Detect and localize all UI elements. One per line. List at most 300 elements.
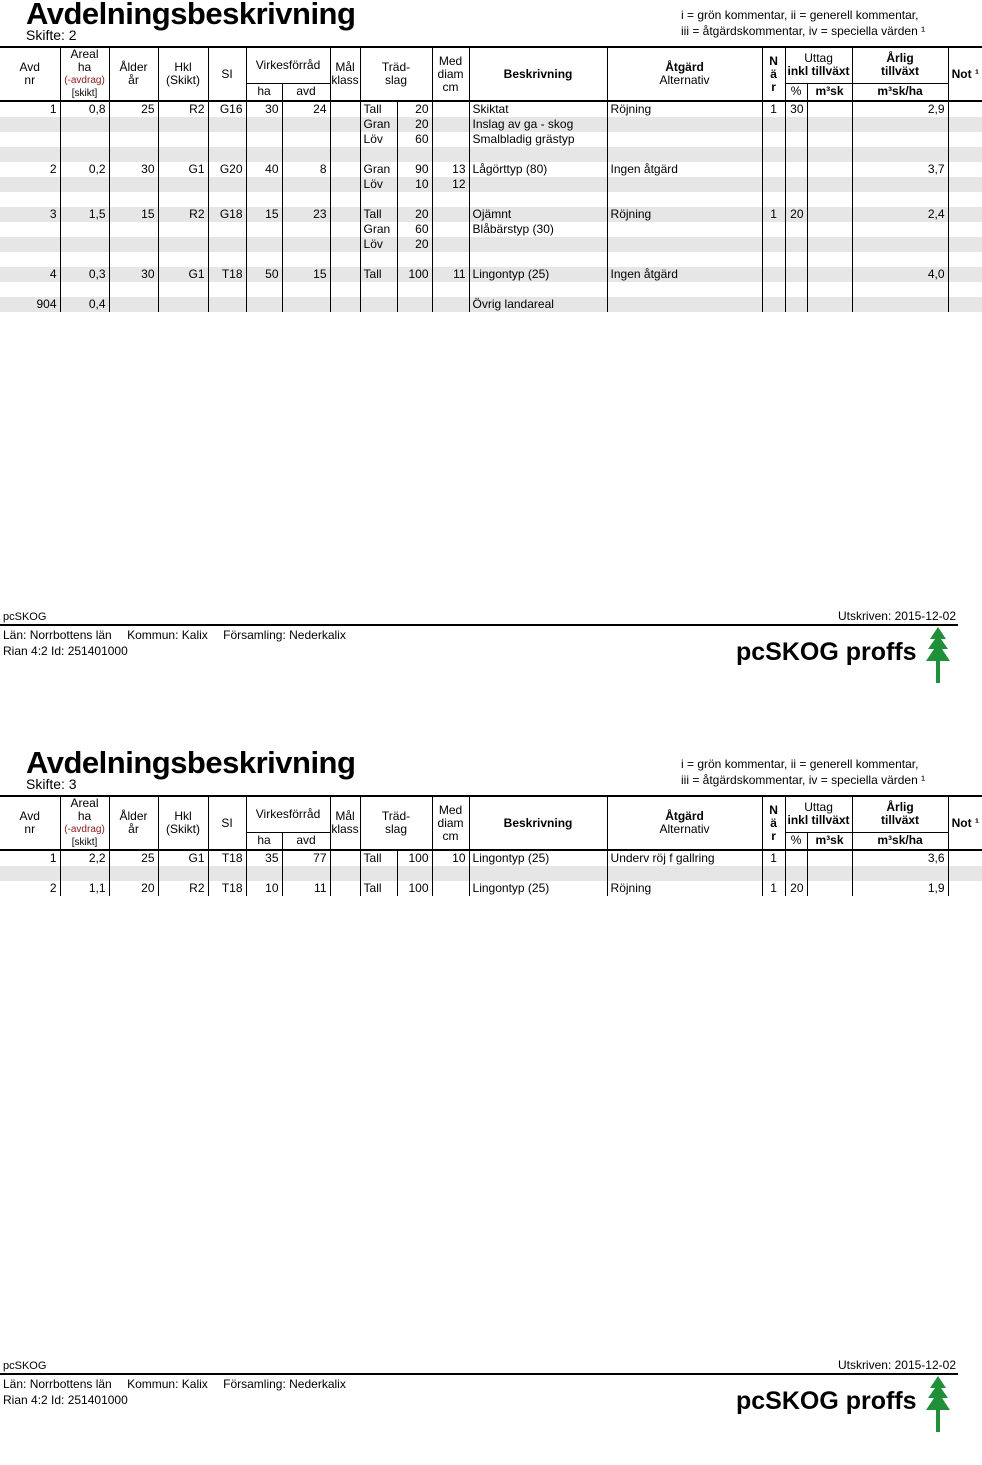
cell-hkl: G1: [158, 267, 208, 282]
cell-alder: [109, 282, 158, 297]
cell-atgard: [607, 132, 762, 147]
cell-diam: [432, 207, 469, 222]
cell-mal: [330, 237, 360, 252]
footer-fastighet: Rian 4:2 Id: 251401000: [3, 1393, 128, 1407]
cell-not: [948, 162, 982, 177]
cell-diam: 11: [432, 267, 469, 282]
cell-arlig: 4,0: [852, 267, 948, 282]
cell-diam: 10: [432, 850, 469, 866]
cell-mal: [330, 177, 360, 192]
cell-alder: 30: [109, 267, 158, 282]
cell-mal: [330, 117, 360, 132]
cell-vf-avd: [282, 252, 330, 267]
col-avd: Avd nr: [0, 47, 60, 101]
cell-n: [762, 282, 785, 297]
footer-fastighet: Rian 4:2 Id: 251401000: [3, 644, 128, 658]
cell-m3: [807, 162, 852, 177]
cell-avd: 4: [0, 267, 60, 282]
cell-areal: 2,2: [60, 850, 109, 866]
cell-si: T18: [208, 267, 246, 282]
cell-n: [762, 117, 785, 132]
cell-areal: [60, 282, 109, 297]
cell-atgard: Ingen åtgärd: [607, 267, 762, 282]
cell-vf-avd: [282, 192, 330, 207]
cell-vf-avd: 77: [282, 850, 330, 866]
col-arlig-m3skha: m³sk/ha: [852, 83, 948, 101]
col-diam: Med diam cm: [432, 796, 469, 850]
col-arlig: Årlig tillväxt: [852, 796, 948, 832]
cell-m3: [807, 101, 852, 117]
report-page-skifte-3: [0, 745, 979, 1465]
cell-beskr: Lågörttyp (80): [469, 162, 607, 177]
col-alder: Ålder år: [109, 47, 158, 101]
cell-m3: [807, 237, 852, 252]
footer-printed-date: Utskriven: 2015-12-02: [837, 1358, 956, 1372]
comment-legend: [681, 756, 925, 788]
cell-areal: [60, 866, 109, 881]
cell-andel: 20: [397, 117, 432, 132]
footer-location: [3, 1377, 346, 1391]
cell-trad: Tall: [360, 267, 397, 282]
cell-n: [762, 222, 785, 237]
cell-n: 1: [762, 101, 785, 117]
cell-si: [208, 237, 246, 252]
cell-andel: [397, 282, 432, 297]
cell-n: [762, 252, 785, 267]
cell-vf-avd: [282, 147, 330, 162]
cell-beskr: Blåbärstyp (30): [469, 222, 607, 237]
cell-diam: [432, 147, 469, 162]
col-not: Not ¹: [951, 815, 979, 830]
cell-vf-avd: [282, 237, 330, 252]
cell-alder: [109, 177, 158, 192]
cell-not: [948, 222, 982, 237]
cell-beskr: Övrig landareal: [469, 297, 607, 312]
table-body: [0, 101, 982, 312]
cell-alder: 15: [109, 207, 158, 222]
cell-arlig: [852, 192, 948, 207]
col-beskrivning: Beskrivning: [469, 796, 607, 850]
cell-uttag: [785, 162, 807, 177]
cell-uttag: [785, 192, 807, 207]
cell-mal: [330, 850, 360, 866]
cell-not: [948, 132, 982, 147]
cell-beskr: Skiktat: [469, 101, 607, 117]
cell-hkl: [158, 252, 208, 267]
cell-arlig: [852, 866, 948, 881]
tree-logo-icon: [926, 627, 950, 683]
cell-alder: [109, 132, 158, 147]
table-row: [0, 222, 982, 237]
cell-andel: [397, 297, 432, 312]
skifte-label: Skifte: 3: [26, 776, 77, 792]
cell-andel: 20: [397, 237, 432, 252]
cell-hkl: [158, 147, 208, 162]
cell-si: [208, 252, 246, 267]
cell-trad: Löv: [360, 177, 397, 192]
table-row: [0, 207, 982, 222]
cell-vf-avd: [282, 222, 330, 237]
cell-areal: [60, 177, 109, 192]
cell-uttag: [785, 252, 807, 267]
cell-diam: [432, 297, 469, 312]
cell-atgard: [607, 252, 762, 267]
cell-vf-ha: 15: [246, 207, 282, 222]
cell-vf-ha: 40: [246, 162, 282, 177]
cell-vf-ha: [246, 132, 282, 147]
cell-diam: [432, 192, 469, 207]
cell-mal: [330, 207, 360, 222]
cell-alder: 25: [109, 850, 158, 866]
cell-not: [948, 177, 982, 192]
footer-software: pcSKOG: [3, 1360, 47, 1372]
cell-vf-ha: [246, 117, 282, 132]
col-alder: Ålder år: [109, 796, 158, 850]
cell-si: G18: [208, 207, 246, 222]
cell-atgard: [607, 237, 762, 252]
cell-avd: [0, 866, 60, 881]
cell-vf-ha: 50: [246, 267, 282, 282]
footer-printed-date: Utskriven: 2015-12-02: [837, 609, 956, 623]
cell-trad: Tall: [360, 101, 397, 117]
cell-si: [208, 147, 246, 162]
cell-n: 1: [762, 207, 785, 222]
cell-si: G16: [208, 101, 246, 117]
cell-n: [762, 192, 785, 207]
cell-atgard: [607, 192, 762, 207]
cell-hkl: [158, 282, 208, 297]
cell-diam: [432, 101, 469, 117]
col-tradslag: Träd- slag: [360, 47, 432, 101]
cell-not: [948, 267, 982, 282]
col-vf-ha: ha: [246, 83, 282, 101]
cell-hkl: G1: [158, 850, 208, 866]
col-arlig-m3skha: m³sk/ha: [852, 832, 948, 850]
cell-atgard: [607, 147, 762, 162]
col-vf-ha: ha: [246, 832, 282, 850]
cell-n: [762, 866, 785, 881]
cell-arlig: 3,6: [852, 850, 948, 866]
col-vf-avd: avd: [282, 832, 330, 850]
cell-m3: [807, 147, 852, 162]
cell-arlig: [852, 117, 948, 132]
cell-trad: Tall: [360, 881, 397, 896]
cell-si: [208, 132, 246, 147]
cell-hkl: [158, 177, 208, 192]
cell-vf-avd: 15: [282, 267, 330, 282]
col-si: SI: [208, 796, 246, 850]
cell-diam: [432, 252, 469, 267]
cell-atgard: Röjning: [607, 101, 762, 117]
cell-avd: [0, 147, 60, 162]
cell-beskr: [469, 866, 607, 881]
cell-not: [948, 881, 982, 896]
cell-avd: 2: [0, 162, 60, 177]
footer-rule: [0, 624, 958, 626]
cell-andel: 20: [397, 207, 432, 222]
cell-n: 1: [762, 881, 785, 896]
cell-diam: [432, 132, 469, 147]
cell-atgard: Röjning: [607, 881, 762, 896]
col-uttag: Uttag inkl tillväxt: [785, 47, 852, 83]
cell-diam: [432, 237, 469, 252]
cell-arlig: [852, 132, 948, 147]
cell-beskr: Lingontyp (25): [469, 267, 607, 282]
cell-atgard: Underv röj f gallring: [607, 850, 762, 866]
cell-not: [948, 101, 982, 117]
table-header: [0, 47, 982, 101]
cell-beskr: [469, 237, 607, 252]
cell-hkl: R2: [158, 101, 208, 117]
cell-areal: [60, 222, 109, 237]
cell-mal: [330, 147, 360, 162]
page-title: Avdelningsbeskrivning: [26, 745, 356, 780]
cell-vf-ha: [246, 237, 282, 252]
page-title: Avdelningsbeskrivning: [26, 0, 356, 31]
cell-uttag: [785, 297, 807, 312]
cell-trad: Tall: [360, 207, 397, 222]
cell-m3: [807, 117, 852, 132]
cell-diam: 12: [432, 177, 469, 192]
cell-mal: [330, 267, 360, 282]
cell-hkl: R2: [158, 207, 208, 222]
cell-diam: [432, 282, 469, 297]
cell-andel: 10: [397, 177, 432, 192]
cell-si: T18: [208, 850, 246, 866]
cell-avd: [0, 177, 60, 192]
legend-line-2: iii = åtgärdskommentar, iv = speciella värden ¹: [681, 773, 926, 787]
cell-uttag: [785, 132, 807, 147]
cell-not: [948, 297, 982, 312]
cell-m3: [807, 132, 852, 147]
col-beskrivning: Beskrivning: [469, 47, 607, 101]
col-uttag-pct: %: [785, 832, 807, 850]
cell-not: [948, 207, 982, 222]
footer-location: [3, 628, 346, 642]
cell-mal: [330, 101, 360, 117]
cell-trad: [360, 252, 397, 267]
cell-diam: [432, 881, 469, 896]
cell-not: [948, 147, 982, 162]
cell-atgard: [607, 866, 762, 881]
logo-text: pcSKOG proffs: [736, 1387, 917, 1415]
cell-uttag: [785, 850, 807, 866]
cell-mal: [330, 132, 360, 147]
cell-trad: [360, 297, 397, 312]
cell-areal: 1,1: [60, 881, 109, 896]
cell-alder: [109, 237, 158, 252]
cell-beskr: [469, 177, 607, 192]
cell-vf-ha: [246, 866, 282, 881]
cell-n: [762, 162, 785, 177]
cell-alder: 30: [109, 162, 158, 177]
cell-not: [948, 237, 982, 252]
cell-mal: [330, 222, 360, 237]
cell-diam: 13: [432, 162, 469, 177]
cell-si: [208, 117, 246, 132]
cell-mal: [330, 162, 360, 177]
table-body: [0, 850, 982, 896]
cell-uttag: [785, 222, 807, 237]
cell-mal: [330, 282, 360, 297]
cell-avd: 1: [0, 101, 60, 117]
table-row: [0, 147, 982, 162]
legend-line-1: i = grön kommentar, ii = generell kommentar,: [681, 8, 919, 22]
legend-line-2: iii = åtgärdskommentar, iv = speciella värden ¹: [681, 24, 926, 38]
cell-m3: [807, 850, 852, 866]
cell-beskr: Lingontyp (25): [469, 881, 607, 896]
cell-uttag: [785, 147, 807, 162]
cell-areal: [60, 117, 109, 132]
cell-diam: [432, 222, 469, 237]
cell-atgard: Röjning: [607, 207, 762, 222]
cell-not: [948, 850, 982, 866]
cell-si: T18: [208, 881, 246, 896]
tree-logo-icon: [926, 1376, 950, 1432]
cell-atgard: [607, 222, 762, 237]
cell-n: [762, 237, 785, 252]
cell-alder: 25: [109, 101, 158, 117]
cell-mal: [330, 881, 360, 896]
table-row: [0, 101, 982, 117]
cell-uttag: [785, 267, 807, 282]
cell-areal: [60, 237, 109, 252]
cell-alder: [109, 117, 158, 132]
cell-alder: [109, 866, 158, 881]
table-row: [0, 282, 982, 297]
cell-beskr: [469, 282, 607, 297]
cell-andel: 100: [397, 881, 432, 896]
report-page-skifte-2: [0, 0, 979, 716]
cell-vf-ha: 10: [246, 881, 282, 896]
cell-andel: 100: [397, 850, 432, 866]
cell-n: [762, 297, 785, 312]
cell-arlig: [852, 177, 948, 192]
table-row: [0, 267, 982, 282]
cell-mal: [330, 866, 360, 881]
table-row: [0, 162, 982, 177]
cell-areal: [60, 252, 109, 267]
cell-avd: [0, 117, 60, 132]
cell-avd: [0, 252, 60, 267]
cell-si: [208, 177, 246, 192]
cell-diam: [432, 866, 469, 881]
cell-mal: [330, 297, 360, 312]
cell-vf-avd: [282, 282, 330, 297]
cell-m3: [807, 252, 852, 267]
cell-andel: 60: [397, 222, 432, 237]
footer-software: pcSKOG: [3, 611, 47, 623]
cell-andel: 60: [397, 132, 432, 147]
cell-areal: [60, 132, 109, 147]
cell-si: G20: [208, 162, 246, 177]
cell-trad: Löv: [360, 132, 397, 147]
cell-arlig: [852, 252, 948, 267]
cell-not: [948, 282, 982, 297]
cell-m3: [807, 177, 852, 192]
cell-beskr: [469, 192, 607, 207]
cell-not: [948, 252, 982, 267]
cell-beskr: Lingontyp (25): [469, 850, 607, 866]
cell-trad: [360, 866, 397, 881]
cell-m3: [807, 297, 852, 312]
cell-not: [948, 866, 982, 881]
table-row: [0, 132, 982, 147]
cell-si: [208, 192, 246, 207]
cell-hkl: R2: [158, 881, 208, 896]
col-hkl: Hkl (Skikt): [158, 47, 208, 101]
cell-n: [762, 267, 785, 282]
cell-trad: Gran: [360, 222, 397, 237]
table-row: [0, 881, 982, 896]
cell-avd: [0, 192, 60, 207]
col-arlig: Årlig tillväxt: [852, 47, 948, 83]
cell-vf-ha: [246, 252, 282, 267]
col-uttag-m3sk: m³sk: [807, 83, 852, 101]
table-row: [0, 297, 982, 312]
cell-alder: 20: [109, 881, 158, 896]
cell-arlig: [852, 222, 948, 237]
cell-hkl: [158, 237, 208, 252]
cell-vf-avd: 23: [282, 207, 330, 222]
cell-avd: 3: [0, 207, 60, 222]
cell-arlig: 2,9: [852, 101, 948, 117]
table-row: [0, 866, 982, 881]
cell-si: [208, 297, 246, 312]
cell-vf-ha: 35: [246, 850, 282, 866]
cell-avd: [0, 132, 60, 147]
col-nar: N ä r: [762, 796, 785, 850]
cell-vf-ha: [246, 147, 282, 162]
cell-m3: [807, 222, 852, 237]
cell-avd: 904: [0, 297, 60, 312]
cell-avd: [0, 222, 60, 237]
cell-atgard: Ingen åtgärd: [607, 162, 762, 177]
col-mal: Mål klass: [330, 47, 360, 101]
cell-not: [948, 192, 982, 207]
cell-vf-ha: [246, 222, 282, 237]
comment-legend: [681, 7, 925, 39]
cell-vf-ha: [246, 282, 282, 297]
cell-vf-avd: [282, 297, 330, 312]
footer-rule: [0, 1373, 958, 1375]
cell-alder: [109, 192, 158, 207]
cell-hkl: [158, 866, 208, 881]
table-header: [0, 796, 982, 850]
cell-atgard: [607, 297, 762, 312]
cell-uttag: 30: [785, 101, 807, 117]
cell-uttag: [785, 117, 807, 132]
cell-andel: 100: [397, 267, 432, 282]
cell-m3: [807, 207, 852, 222]
cell-mal: [330, 252, 360, 267]
cell-avd: [0, 237, 60, 252]
cell-n: 1: [762, 850, 785, 866]
cell-vf-avd: [282, 177, 330, 192]
col-tradslag: Träd- slag: [360, 796, 432, 850]
footer-lan: Län: Norrbottens län: [3, 628, 112, 642]
col-areal: Areal ha (-avdrag) [skikt]: [60, 796, 109, 850]
legend-line-1: i = grön kommentar, ii = generell kommentar,: [681, 757, 919, 771]
cell-uttag: [785, 237, 807, 252]
stand-table: [0, 795, 982, 896]
cell-hkl: [158, 192, 208, 207]
cell-andel: 20: [397, 101, 432, 117]
cell-alder: [109, 222, 158, 237]
cell-n: [762, 177, 785, 192]
cell-vf-avd: 8: [282, 162, 330, 177]
cell-beskr: [469, 147, 607, 162]
